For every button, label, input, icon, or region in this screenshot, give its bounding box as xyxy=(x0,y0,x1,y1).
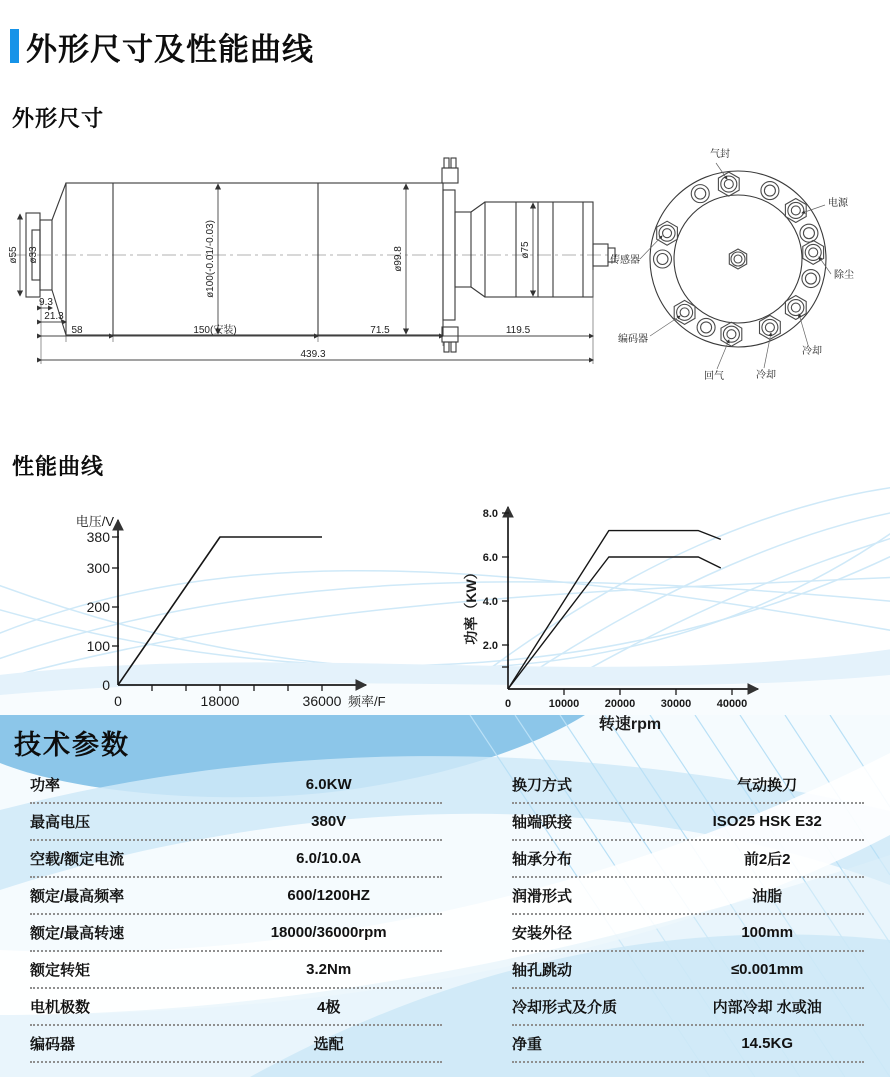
x-tick: 20000 xyxy=(604,698,636,710)
spec-value: 100mm xyxy=(741,924,794,941)
x-axis-label: 转速rpm xyxy=(598,716,662,733)
dim-label: 150(安装) xyxy=(193,325,237,336)
power-speed-chart xyxy=(440,485,785,743)
port-label-dust: 除尘 xyxy=(834,270,854,281)
dim-label: 21.3 xyxy=(44,311,64,322)
peak-power-curve xyxy=(508,531,721,689)
section-heading-dimensions: 外形尺寸 xyxy=(12,106,105,131)
y-tick: 8.0 xyxy=(482,508,498,520)
spec-label: 轴端联接 xyxy=(512,814,573,831)
x-tick: 10000 xyxy=(548,698,580,710)
dim-label: ø55 xyxy=(8,246,19,264)
flange-nuts xyxy=(654,172,824,346)
spec-label: 安装外径 xyxy=(512,925,573,942)
voltage-curve xyxy=(118,537,322,685)
spec-value: 3.2Nm xyxy=(306,961,352,978)
spec-row xyxy=(30,767,442,804)
spec-row xyxy=(30,841,442,878)
params-column-right xyxy=(512,767,864,1063)
dim-label: 71.5 xyxy=(370,325,390,336)
y-axis-label: 功率（KW） xyxy=(463,565,479,645)
y-tick: 6.0 xyxy=(482,552,498,564)
spec-value: 380V xyxy=(311,813,347,830)
port-label-power: 电源 xyxy=(828,198,848,209)
port-label-cooling-bottom: 冷却 xyxy=(756,370,776,381)
spec-value: 选配 xyxy=(313,1036,344,1053)
spec-row xyxy=(512,878,864,915)
y-tick: 4.0 xyxy=(482,596,498,608)
spec-label: 换刀方式 xyxy=(512,777,573,794)
x-axis-label: 频率/F xyxy=(348,694,386,709)
spec-label: 净重 xyxy=(512,1036,543,1053)
spindle-side-view-drawing xyxy=(8,150,628,375)
spec-row xyxy=(512,989,864,1026)
spec-label: 额定/最高转速 xyxy=(30,925,125,942)
dim-label: 58 xyxy=(71,325,83,336)
port-label-air-return: 回气 xyxy=(704,371,724,382)
spec-row xyxy=(30,915,442,952)
x-tick: 18000 xyxy=(200,693,240,709)
spec-value: 油脂 xyxy=(752,888,783,905)
port-label-encoder: 编码器 xyxy=(618,334,648,345)
spec-value: 内部冷却 水或油 xyxy=(712,999,822,1016)
spec-row xyxy=(512,1026,864,1063)
spec-row xyxy=(30,1026,442,1063)
spec-value: 18000/36000rpm xyxy=(270,924,387,941)
params-column-left xyxy=(30,767,442,1063)
spec-row xyxy=(512,915,864,952)
rated-power-curve xyxy=(508,557,721,689)
spec-row xyxy=(512,841,864,878)
port-label-sensor: 传感器 xyxy=(610,255,640,266)
spec-row xyxy=(512,952,864,989)
spec-row xyxy=(30,989,442,1026)
spec-label: 电机极数 xyxy=(30,999,91,1016)
dim-label: ø100(-0.01/-0.03) xyxy=(205,220,216,298)
y-tick: 200 xyxy=(86,599,110,615)
spec-label: 额定/最高频率 xyxy=(30,888,125,905)
spec-row xyxy=(512,804,864,841)
x-tick: 0 xyxy=(114,693,122,709)
dim-label: ø99.8 xyxy=(393,246,404,272)
dim-label: 439.3 xyxy=(300,349,326,360)
spec-value: 6.0KW xyxy=(305,776,352,793)
spec-value: 600/1200HZ xyxy=(287,887,370,904)
y-tick: 0 xyxy=(102,677,110,693)
spec-label: 轴孔跳动 xyxy=(512,962,573,979)
spec-value: 4极 xyxy=(317,999,341,1016)
x-tick: 40000 xyxy=(716,698,748,710)
spec-value: 前2后2 xyxy=(743,851,791,868)
port-label-air-seal: 气封 xyxy=(710,149,730,160)
spec-label: 冷却形式及介质 xyxy=(512,999,618,1016)
spec-label: 轴承分布 xyxy=(512,851,573,868)
spec-label: 功率 xyxy=(30,777,61,794)
dim-label: 119.5 xyxy=(505,325,531,336)
spindle-end-view-drawing xyxy=(610,142,888,390)
spec-row xyxy=(30,804,442,841)
y-axis-label: 电压/V xyxy=(75,514,114,529)
x-tick: 30000 xyxy=(660,698,692,710)
spec-label: 最高电压 xyxy=(30,814,91,831)
port-label-cooling-right: 冷却 xyxy=(802,346,822,357)
spec-label: 编码器 xyxy=(30,1036,76,1053)
spec-value: 6.0/10.0A xyxy=(296,850,362,867)
technical-parameters-section xyxy=(0,715,890,1077)
dim-label: ø33 xyxy=(28,246,39,264)
spec-row xyxy=(512,767,864,804)
y-tick: 380 xyxy=(86,529,110,545)
spec-label: 润滑形式 xyxy=(512,888,573,905)
y-tick: 2.0 xyxy=(482,640,498,652)
spec-value: ≤0.001mm xyxy=(730,961,804,978)
spec-row xyxy=(30,878,442,915)
title-accent-bar xyxy=(10,29,19,63)
spec-label: 空载/额定电流 xyxy=(30,851,125,868)
section-heading-curves: 性能曲线 xyxy=(12,454,105,479)
spec-row xyxy=(30,952,442,989)
voltage-frequency-chart xyxy=(30,490,430,725)
y-tick: 300 xyxy=(86,560,110,576)
spec-value: 14.5KG xyxy=(741,1035,794,1052)
page-title: 外形尺寸及性能曲线 xyxy=(26,32,314,67)
y-tick: 100 xyxy=(86,638,110,654)
x-tick: 0 xyxy=(504,698,512,710)
spec-value: 气动换刀 xyxy=(737,777,798,794)
dim-label: ø75 xyxy=(520,241,531,259)
dim-label: 9.3 xyxy=(39,297,53,308)
section-heading-params: 技术参数 xyxy=(14,730,130,760)
spec-value: ISO25 HSK E32 xyxy=(712,813,822,830)
x-tick: 36000 xyxy=(302,693,342,709)
spec-label: 额定转矩 xyxy=(30,962,91,979)
